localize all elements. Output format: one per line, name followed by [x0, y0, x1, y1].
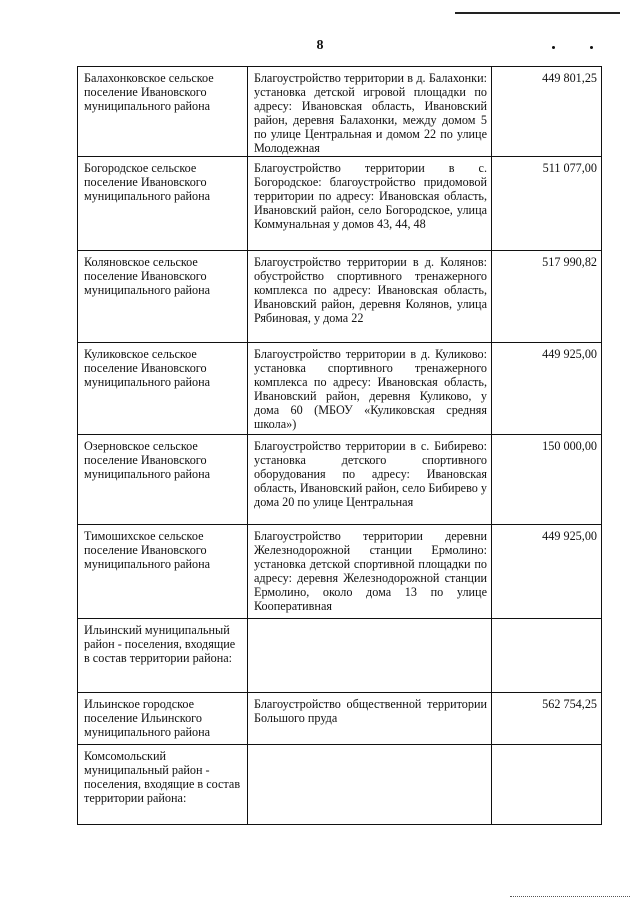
purpose-cell: Благоустройство общественной территории Большого пруда [248, 693, 492, 745]
recipient-cell: Ильинское городское поселение Ильинского муниципального района [78, 693, 248, 745]
amount-cell: 150 000,00 [492, 435, 602, 525]
table-row [78, 745, 602, 825]
recipient-cell: Куликовское сельское поселение Ивановского муниципального района [78, 343, 248, 435]
purpose-cell: Благоустройство территории в с. Богородское: благоустройство придомовой территории по адресу: Ивановская область, Ивановский район, село Богородское, улица Коммунальная у домов 43, 44, 48 [248, 157, 492, 251]
recipient-cell: Коляновское сельское поселение Ивановского муниципального района [78, 251, 248, 343]
amount-cell: 449 925,00 [492, 525, 602, 619]
recipient-cell: Ильинский муниципальный район - поселения, входящие в состав территории района: [78, 619, 248, 693]
table-row [78, 251, 602, 343]
table-row [78, 693, 602, 745]
scan-artifact-line [455, 12, 620, 14]
purpose-cell: Благоустройство территории в с. Бибирево: установка детского спортивного оборудования по адресу: Ивановская область, Ивановский район, село Бибирево у дома 20 по улице Центральная [248, 435, 492, 525]
purpose-cell [248, 745, 492, 825]
table-row [78, 435, 602, 525]
table-row [78, 343, 602, 435]
purpose-cell: Благоустройство территории в д. Балахонки: установка детской игровой площадки по адресу: Ивановская область, Ивановский район, деревня Балахонки, между домом 5 по улице Центральная и домом 22 по улице Молодежная [248, 67, 492, 157]
recipient-cell: Тимошихское сельское поселение Ивановского муниципального района [78, 525, 248, 619]
recipient-cell: Балахонковское сельское поселение Ивановского муниципального района [78, 67, 248, 157]
recipient-cell: Богородское сельское поселение Ивановского муниципального района [78, 157, 248, 251]
amount-cell [492, 619, 602, 693]
purpose-cell: Благоустройство территории деревни Железнодорожной станции Ермолино: установка детской спортивной площадки по адресу: деревня Железнодорожной станции Ермолино, около дома 13 по улице Кооперативная [248, 525, 492, 619]
table-row [78, 619, 602, 693]
funding-table [77, 66, 602, 825]
amount-cell [492, 745, 602, 825]
amount-cell: 511 077,00 [492, 157, 602, 251]
amount-cell: 449 801,25 [492, 67, 602, 157]
purpose-cell: Благоустройство территории в д. Колянов: обустройство спортивного тренажерного комплекса по адресу: Ивановская область, Ивановский район, деревня Колянов, улица Рябиновая, у дома 22 [248, 251, 492, 343]
recipient-cell: Комсомольский муниципальный район - поселения, входящие в состав территории района: [78, 745, 248, 825]
purpose-cell: Благоустройство территории в д. Куликово: установка спортивного тренажерного комплекса по адресу: Ивановская область, Ивановский район, деревня Куликово, у дома 60 (МБОУ «Куликовская средняя школа») [248, 343, 492, 435]
scan-artifact-line [510, 896, 630, 898]
table-row [78, 67, 602, 157]
amount-cell: 517 990,82 [492, 251, 602, 343]
table-row [78, 525, 602, 619]
amount-cell: 449 925,00 [492, 343, 602, 435]
amount-cell: 562 754,25 [492, 693, 602, 745]
recipient-cell: Озерновское сельское поселение Ивановского муниципального района [78, 435, 248, 525]
table-row [78, 157, 602, 251]
purpose-cell [248, 619, 492, 693]
page-number: 8 [316, 38, 324, 53]
